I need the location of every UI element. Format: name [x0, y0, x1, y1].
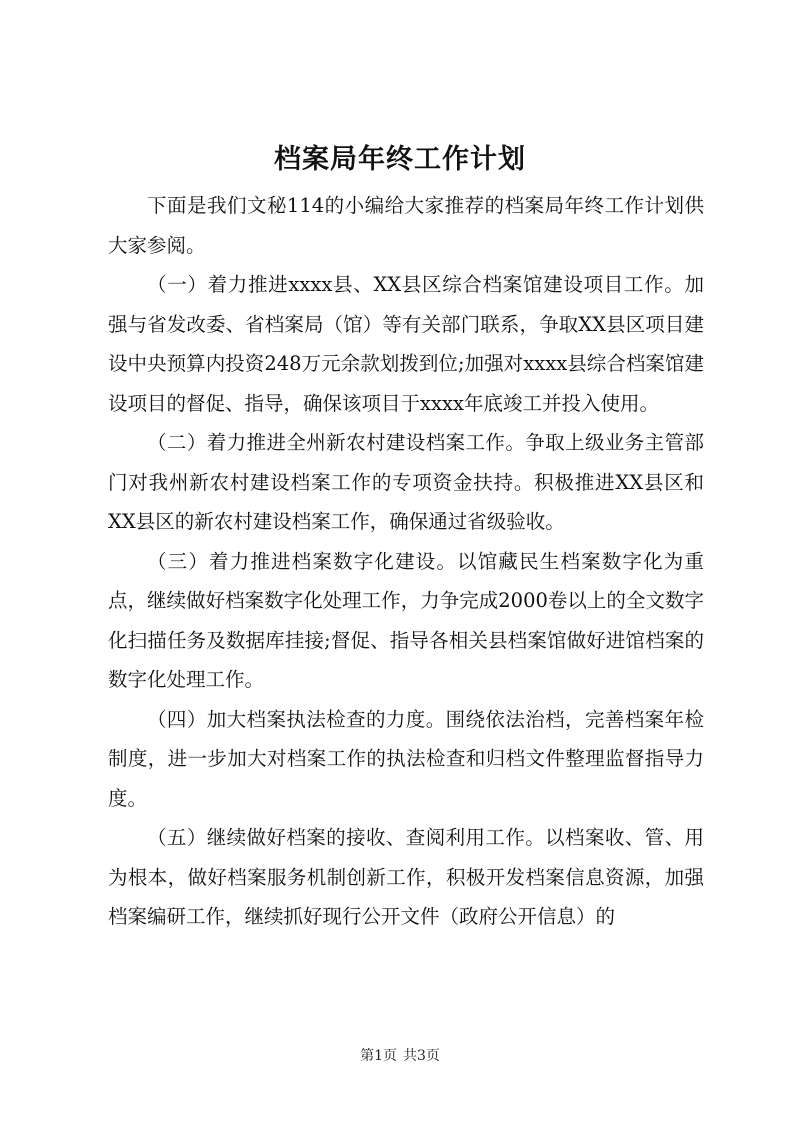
- page-total: 共3页: [403, 1048, 440, 1064]
- page-footer: [0, 1046, 800, 1066]
- paragraph-item-3: （三）着力推进档案数字化建设。以馆藏民生档案数字化为重点，继续做好档案数字化处理工作，力争完成2000卷以上的全文数字化扫描任务及数据库挂接;督促、指导各相关县档案馆做好进馆档案的数字化处理工作。: [108, 549, 704, 691]
- page-number: 第1页: [360, 1048, 397, 1064]
- paragraph-item-1: （一）着力推进xxxx县、XX县区综合档案馆建设项目工作。加强与省发改委、省档案局（馆）等有关部门联系，争取XX县区项目建设中央预算内投资248万元余款划拨到位;加强对xxxx县综合档案馆建设项目的督促、指导，确保该项目于xxxx年底竣工并投入使用。: [108, 273, 704, 415]
- paragraph-item-4: （四）加大档案执法检查的力度。围绕依法治档，完善档案年检制度，进一步加大对档案工作的执法检查和归档文件整理监督指导力度。: [108, 707, 704, 810]
- document-body: [108, 186, 704, 937]
- paragraph-intro: 下面是我们文秘114的小编给大家推荐的档案局年终工作计划供大家参阅。: [108, 194, 704, 257]
- paragraph-item-5: （五）继续做好档案的接收、查阅利用工作。以档案收、管、用为根本，做好档案服务机制创新工作，积极开发档案信息资源，加强档案编研工作，继续抓好现行公开文件（政府公开信息）的: [108, 826, 704, 928]
- page-title: 档案局年终工作计划: [274, 144, 526, 175]
- paragraph-item-2: （二）着力推进全州新农村建设档案工作。争取上级业务主管部门对我州新农村建设档案工作的专项资金扶持。积极推进XX县区和XX县区的新农村建设档案工作，确保通过省级验收。: [108, 431, 704, 533]
